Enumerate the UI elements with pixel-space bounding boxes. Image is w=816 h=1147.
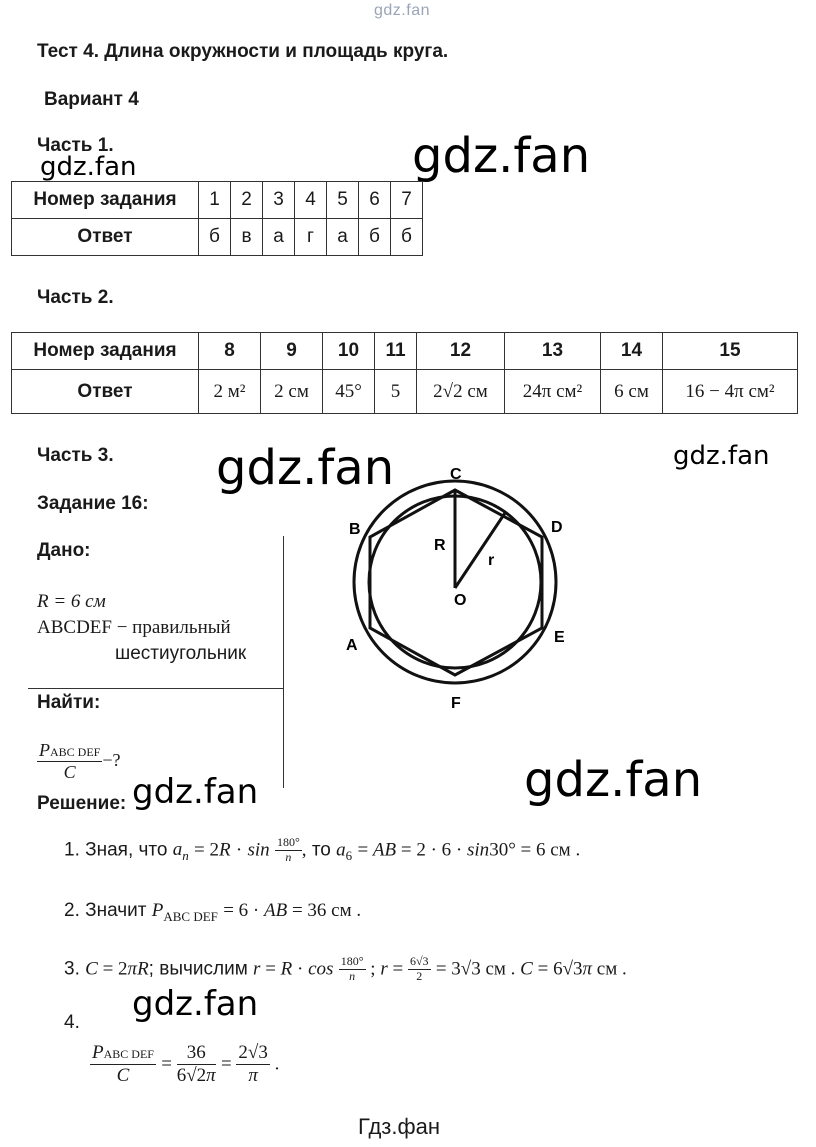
label-C: C xyxy=(450,466,462,483)
table-row xyxy=(12,219,423,256)
answer-cell: б xyxy=(199,219,231,256)
step3-text: ; вычислим xyxy=(148,958,248,980)
subscript: ABC DEF xyxy=(50,745,101,759)
watermark-top: gdz.fan xyxy=(374,2,430,19)
table-row xyxy=(12,182,423,219)
footer-watermark: Гдз.фан xyxy=(358,1114,440,1139)
task-number: 11 xyxy=(375,333,417,370)
label-F: F xyxy=(451,695,461,712)
answer-cell: в xyxy=(231,219,263,256)
answer-cell: б xyxy=(391,219,423,256)
part3-heading: Часть 3. xyxy=(37,445,114,466)
answer-cell: а xyxy=(327,219,359,256)
task-number: 13 xyxy=(505,333,601,370)
solution-step-3: 3. C = 2πR; вычислим r = R · cos $\frac{180^\circ}{n}$ ; r = $\frac{6√3}{2}$ = 3√3 см . C = 6√3π см . xyxy=(64,954,627,983)
answer-cell: 16 − 4π см² xyxy=(663,370,798,414)
solution-label: Решение: xyxy=(37,793,127,814)
task-number: 7 xyxy=(391,182,423,219)
step1-text: 1. Зная, что xyxy=(64,839,168,861)
task-number: 9 xyxy=(261,333,323,370)
given-hexagon-cont: шестиугольник xyxy=(115,643,247,664)
task-number: 8 xyxy=(199,333,261,370)
find-label: Найти: xyxy=(37,692,101,713)
label-D: D xyxy=(551,519,563,536)
row-label-answer: Ответ xyxy=(12,219,199,256)
task-number: 15 xyxy=(663,333,798,370)
table-row xyxy=(12,370,798,414)
solution-step-4: $\frac{\text{PABC DEF}}{C}$ = $\frac{36}{6√2\pi}$ = $\frac{2√3}{\pi}$ . xyxy=(92,1042,280,1086)
question-mark: −? xyxy=(102,749,121,770)
solution-step-1: 1. Зная, что $a_n = 2R \cdot \sin$ $\frac{180^\circ}{n}$ , то $a_6$ = AB = 2 · 6 · sin30° = 6 см . xyxy=(64,835,581,864)
given-radius: R = 6 см xyxy=(37,591,106,612)
task-number: 2 xyxy=(231,182,263,219)
perimeter-symbol: P xyxy=(39,740,50,760)
task-number: 12 xyxy=(417,333,505,370)
task-number: 5 xyxy=(327,182,359,219)
answer-cell: 2√2 см xyxy=(417,370,505,414)
label-B: B xyxy=(349,521,361,538)
task-number: 6 xyxy=(359,182,391,219)
label-A: A xyxy=(346,637,358,654)
watermark-big: gdz.fan xyxy=(412,128,591,184)
answer-cell: а xyxy=(263,219,295,256)
label-r: r xyxy=(488,552,495,569)
watermark-small: gdz.fan xyxy=(40,152,137,182)
answer-cell: 2 см xyxy=(261,370,323,414)
answer-cell: б xyxy=(359,219,391,256)
task-number: 3 xyxy=(263,182,295,219)
answer-cell: 6 см xyxy=(601,370,663,414)
radius-r xyxy=(455,513,505,588)
task-number: 1 xyxy=(199,182,231,219)
page-title: Тест 4. Длина окружности и площадь круга. xyxy=(37,41,449,62)
part2-answer-table xyxy=(11,332,798,414)
answer-cell: 5 xyxy=(375,370,417,414)
task16-heading: Задание 16: xyxy=(37,493,149,514)
row-label-task: Номер задания xyxy=(12,333,199,370)
row-label-task: Номер задания xyxy=(12,182,199,219)
hexagon-circles-figure xyxy=(330,455,600,725)
answer-cell: 45° xyxy=(323,370,375,414)
watermark-medium: gdz.fan xyxy=(132,984,259,1024)
fraction xyxy=(37,740,102,782)
circumference-symbol: C xyxy=(63,761,76,782)
table-row xyxy=(12,333,798,370)
task-number: 4 xyxy=(295,182,327,219)
answer-cell: г xyxy=(295,219,327,256)
find-expression xyxy=(37,740,120,782)
step1-text-then: то xyxy=(311,839,331,861)
given-hexagon: ABCDEF − правильный xyxy=(37,617,231,638)
watermark-big: gdz.fan xyxy=(216,440,395,496)
given-divider-vertical xyxy=(283,536,284,788)
variant-label: Вариант 4 xyxy=(44,89,139,110)
solution-step-2: 2. Значит $P_{ABC DEF} = 6$ · AB = 36 см . xyxy=(64,900,362,924)
given-label: Дано: xyxy=(37,540,91,561)
part1-answer-table xyxy=(11,181,423,256)
answer-cell: 24π см² xyxy=(505,370,601,414)
row-label-answer: Ответ xyxy=(12,370,199,414)
step2-text: 2. Значит xyxy=(64,900,147,921)
task-number: 14 xyxy=(601,333,663,370)
watermark-medium: gdz.fan xyxy=(132,772,259,812)
watermark-big: gdz.fan xyxy=(524,752,703,808)
label-O: O xyxy=(454,592,467,609)
part1-heading: Часть 1. xyxy=(37,135,114,156)
solution-step-4-number: 4. xyxy=(64,1012,80,1033)
label-E: E xyxy=(554,629,565,646)
answer-cell: 2 м² xyxy=(199,370,261,414)
part2-heading: Часть 2. xyxy=(37,287,114,308)
step3-number: 3. xyxy=(64,958,80,980)
task-number: 10 xyxy=(323,333,375,370)
watermark-small: gdz.fan xyxy=(673,441,770,471)
given-divider-horizontal xyxy=(28,688,283,689)
label-R: R xyxy=(434,537,446,554)
